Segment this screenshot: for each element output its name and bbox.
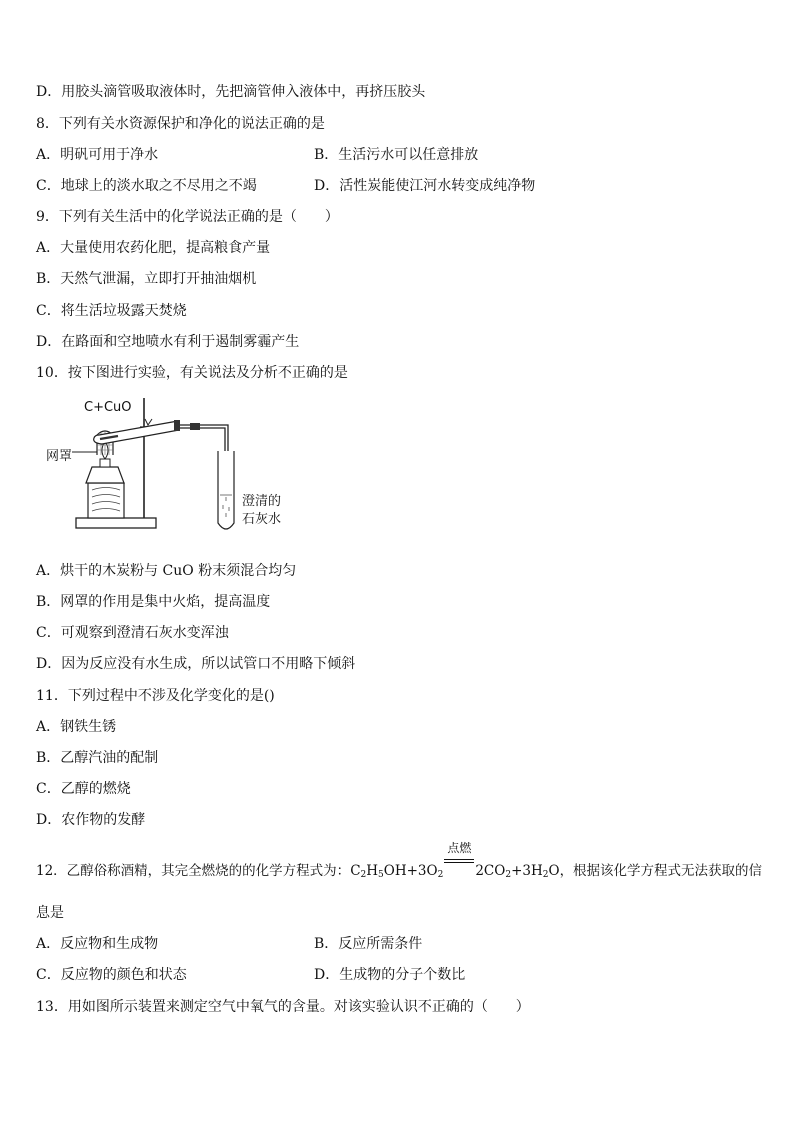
label-limewater-line1: 澄清的 [242, 494, 282, 509]
q11-option-c: C．乙醇的燃烧 [36, 781, 131, 797]
q12-stem-prefix: 12．乙醇俗称酒精，其完全燃烧的的化学方程式为： [36, 863, 351, 879]
q12-option-a: A．反应物和生成物 [36, 936, 159, 952]
label-net-cover: 网罩 [46, 449, 73, 464]
label-limewater-line2: 石灰水 [242, 512, 282, 527]
label-reactants: C+CuO [84, 400, 132, 415]
q9-stem: 9．下列有关生活中的化学说法正确的是（ ） [36, 209, 339, 225]
q12-option-b: B．反应所需条件 [314, 936, 423, 952]
q12-stem-line2: 息是 [36, 905, 64, 921]
q8-option-d: D．活性炭能使江河水转变成纯净物 [314, 178, 536, 194]
q9-option-a: A．大量使用农药化肥，提高粮食产量 [36, 240, 271, 256]
q10-option-a: A．烘干的木炭粉与 CuO 粉末须混合均匀 [36, 563, 297, 579]
q10-option-c: C．可观察到澄清石灰水变浑浊 [36, 625, 229, 641]
q9-option-b: B．天然气泄漏，立即打开抽油烟机 [36, 271, 257, 287]
q10-option-d: D．因为反应没有水生成，所以试管口不用略下倾斜 [36, 656, 356, 672]
q11-option-d: D．农作物的发酵 [36, 812, 146, 828]
q10-apparatus-figure [42, 395, 302, 540]
q13-stem: 13．用如图所示装置来测定空气中氧气的含量。对该实验认识不正确的（ ） [36, 999, 530, 1015]
q12-option-d: D．生成物的分子个数比 [314, 967, 466, 983]
q12-stem-suffix: ，根据该化学方程式无法获取的信 [559, 863, 763, 879]
q8-option-b: B．生活污水可以任意排放 [314, 147, 479, 163]
q8-option-c: C．地球上的淡水取之不尽用之不竭 [36, 178, 257, 194]
q8-stem: 8．下列有关水资源保护和净化的说法正确的是 [36, 116, 325, 132]
q11-stem: 11．下列过程中不涉及化学变化的是() [36, 688, 275, 704]
q12-stem [36, 841, 763, 884]
reaction-condition-arrow [444, 841, 474, 875]
q10-stem: 10．按下图进行实验，有关说法及分析不正确的是 [36, 365, 348, 381]
q12-option-c: C．反应物的颜色和状态 [36, 967, 187, 983]
q9-option-d: D．在路面和空地喷水有利于遏制雾霾产生 [36, 334, 300, 350]
q8-option-a: A．明矾可用于净水 [36, 147, 159, 163]
q11-option-a: A．钢铁生锈 [36, 719, 117, 735]
q10-option-b: B．网罩的作用是集中火焰，提高温度 [36, 594, 271, 610]
q7-option-d: D．用胶头滴管吸取液体时，先把滴管伸入液体中，再挤压胶头 [36, 84, 426, 100]
q11-option-b: B．乙醇汽油的配制 [36, 750, 159, 766]
reaction-condition: 点燃 [447, 841, 472, 855]
q9-option-c: C．将生活垃圾露天焚烧 [36, 303, 187, 319]
chem-equation: $C_2H_5OH+3O_2$ 点燃 $2CO_2+3H_2O$ [350, 841, 560, 880]
